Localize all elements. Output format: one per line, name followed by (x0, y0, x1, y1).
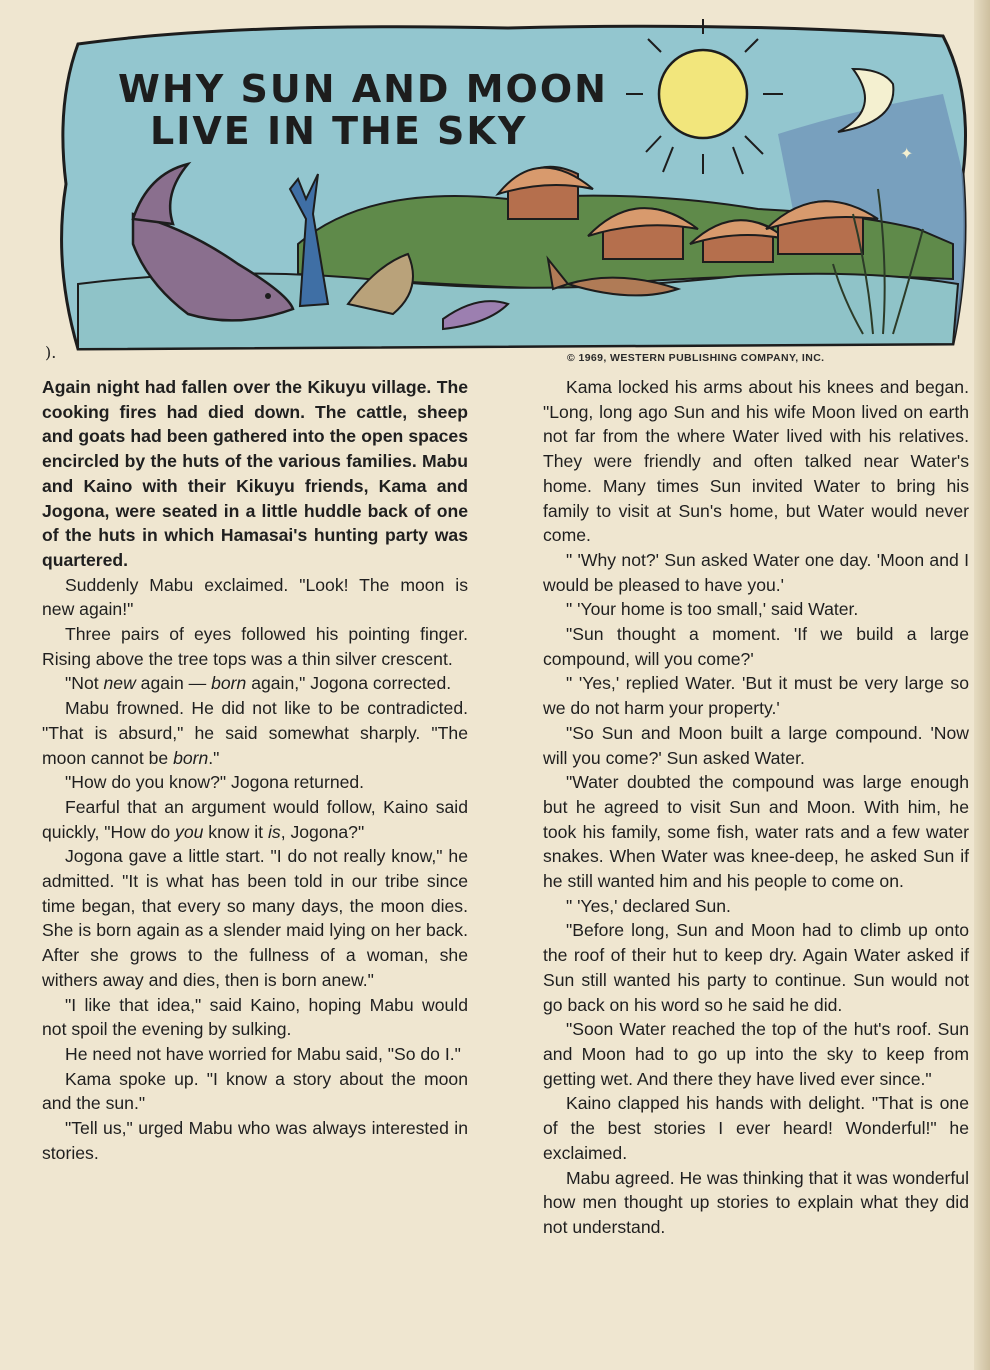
story-paragraph: " 'Yes,' replied Water. 'But it must be very large so we do not harm your property.' (543, 673, 969, 719)
story-paragraph: Jogona gave a little start. "I do not really know," he admitted. "It is what has been told in our tribe since time began, that every so many days, the moon dies. She is born again as a slender maid lying on her back. After she grows to the fullness of a woman, she withers away and dies, then is born anew." (42, 846, 468, 990)
story-paragraph: Three pairs of eyes followed his pointing finger. Rising above the tree tops was a thin silver crescent. (42, 624, 468, 669)
title-line-2: LIVE IN THE SKY (150, 109, 528, 153)
story-paragraph: Mabu frowned. He did not like to be contradicted. "That is absurd," he said somewhat sharply. "The moon cannot be born." (42, 698, 468, 768)
story-paragraph: Suddenly Mabu exclaimed. "Look! The moon is new again!" (42, 574, 468, 620)
story-paragraph: "Not new again — born again," Jogona corrected. (65, 673, 452, 694)
story-paragraph: Kama spoke up. "I know a story about the moon and the sun." (42, 1068, 468, 1114)
story-paragraph: Mabu agreed. He was thinking that it was wonderful how men thought up stories to explain what they did not understand. (543, 1167, 969, 1237)
story-paragraph: "Tell us," urged Mabu who was always interested in stories. (42, 1118, 468, 1163)
story-paragraph: "How do you know?" Jogona returned. (65, 772, 365, 793)
story-paragraph: "Sun thought a moment. 'If we build a large compound, will you come?' (543, 624, 969, 669)
story-paragraph: "So Sun and Moon built a large compound. 'Now will you come?' Sun asked Water. (543, 722, 969, 768)
story-column-right (543, 375, 969, 1240)
story-paragraph: Again night had fallen over the Kikuyu village. The cooking fires had died down. The cattle, sheep and goats had been gathered into the open spaces encircled by the huts of the various families. Mabu and Kaino with their Kikuyu friends, Kama and Jogona, were seated in a little huddle back of one of the huts in which Hamasai's hunting party was quartered. (42, 377, 468, 570)
story-paragraph: "Water doubted the compound was large enough but he agreed to visit Sun and Moon. With him, he took his family, some fish, water rats and a few water snakes. When Water was knee-deep, he asked Sun if he still wanted him and his people to come on. (543, 772, 969, 892)
story-paragraph: " 'Your home is too small,' said Water. (566, 599, 859, 620)
story-paragraph: "I like that idea," said Kaino, hoping Mabu would not spoil the evening by sulking. (42, 994, 468, 1040)
story-column-left (42, 375, 468, 1166)
story-paragraph: "Soon Water reached the top of the hut's roof. Sun and Moon had to go up into the sky to keep from getting wet. And there they have lived ever since." (543, 1019, 969, 1089)
copyright-notice: © 1969, WESTERN PUBLISHING COMPANY, INC. (567, 352, 825, 364)
story-paragraph: He need not have worried for Mabu said, "So do I." (65, 1043, 461, 1064)
corner-mark: ). (45, 343, 57, 362)
story-paragraph: "Before long, Sun and Moon had to climb up onto the roof of their hut to keep dry. Again Water asked if Sun still wanted his party to continue. Sun would not go back on his word so he said he did. (543, 920, 969, 1015)
story-paragraph: Fearful that an argument would follow, Kaino said quickly, "How do you know it is, Jogona?" (42, 796, 468, 842)
story-paragraph: Kaino clapped his hands with delight. "That is one of the best stories I ever heard! Wonderful!" he exclaimed. (543, 1093, 969, 1163)
story-paragraph: " 'Yes,' declared Sun. (566, 895, 731, 916)
story-paragraph: " 'Why not?' Sun asked Water one day. 'Moon and I would be pleased to have you.' (543, 549, 969, 595)
title-illustration (38, 14, 978, 366)
title-line-1: WHY SUN AND MOON (118, 67, 608, 111)
page-edge (974, 0, 990, 1370)
story-paragraph: Kama locked his arms about his knees and began. "Long, long ago Sun and his wife Moon lived on earth not far from the where Water lived with his relatives. They were friendly and often talked near Water's home. Many times Sun invited Water to bring his family to visit at Sun's home, but Water would never come. (543, 377, 969, 546)
star-icon: ✦ (900, 146, 914, 163)
